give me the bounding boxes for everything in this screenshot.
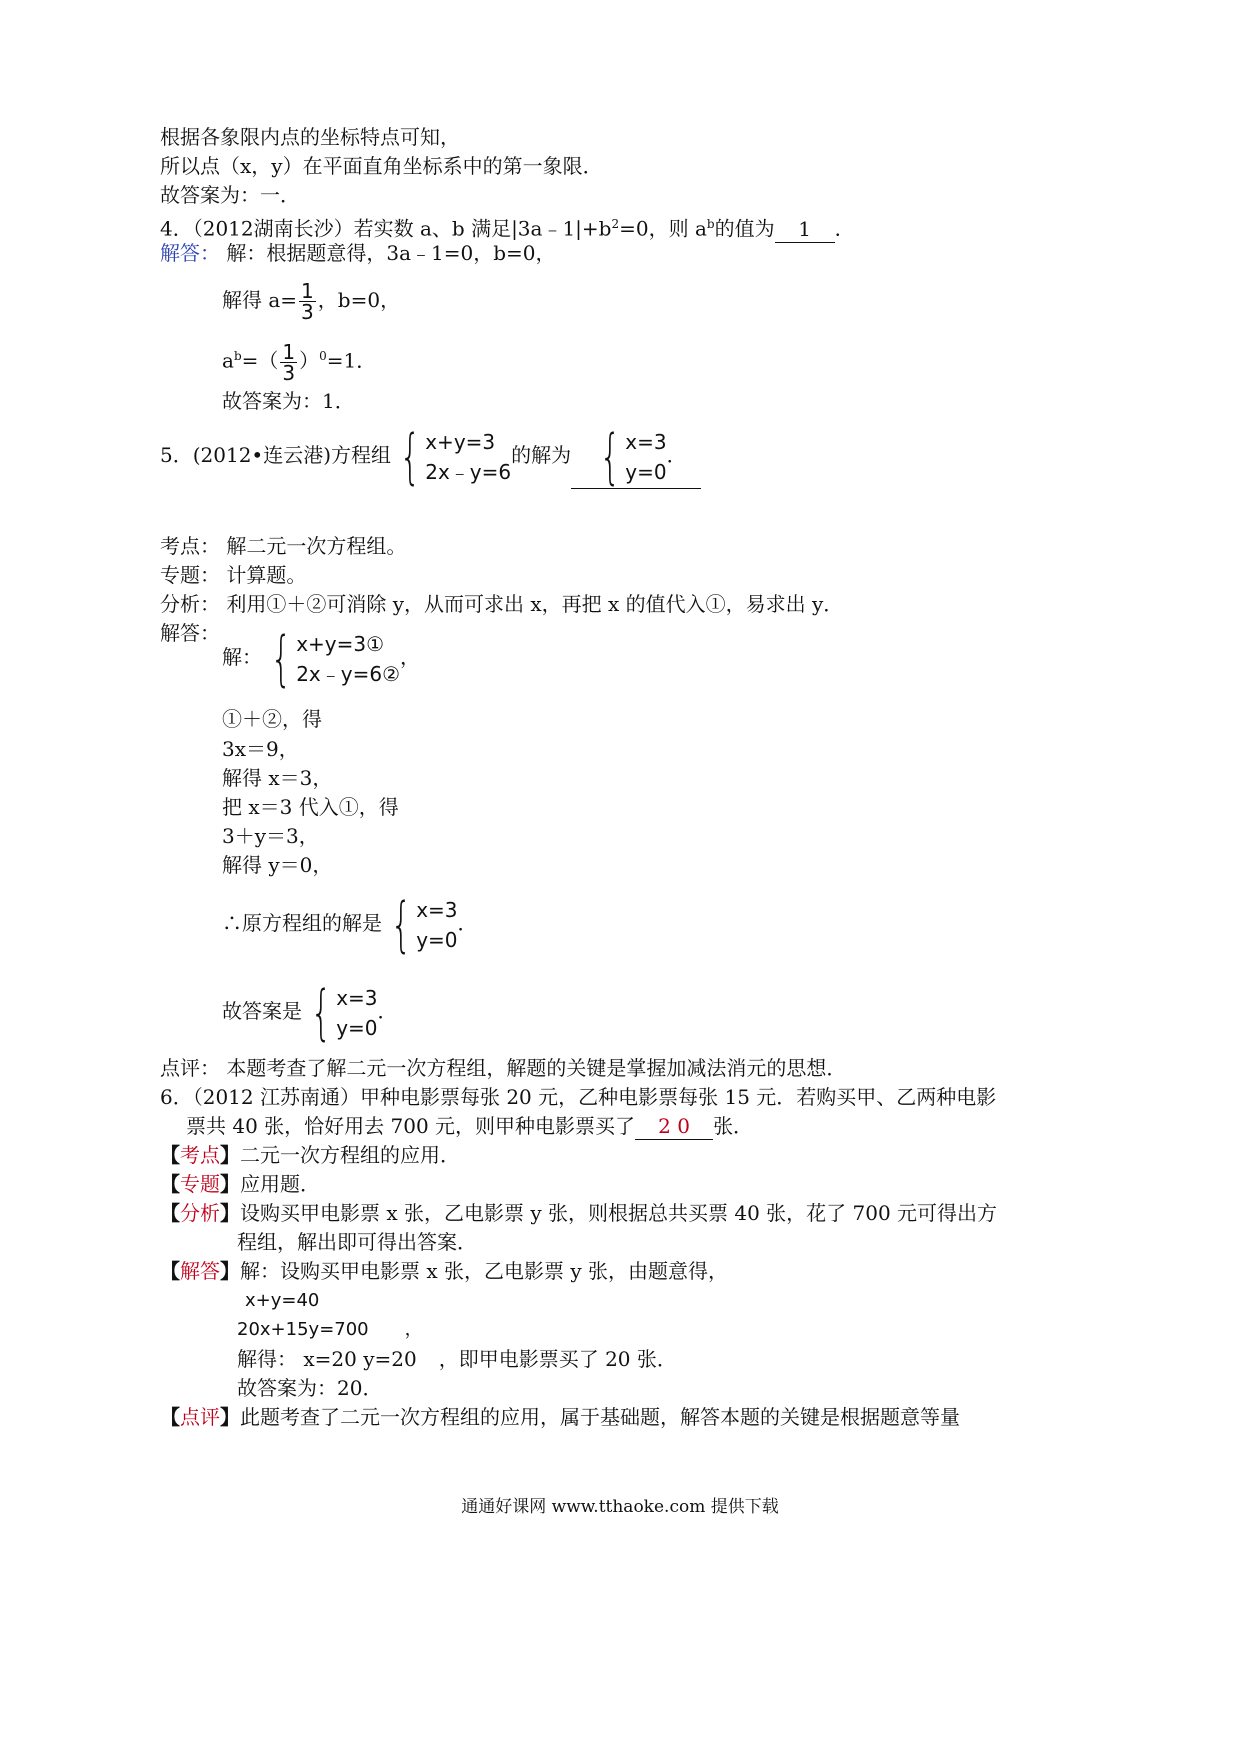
kaodian-line: 考点： 解二元一次方程组。 [160,534,407,558]
solution-label: 解答： [160,241,220,265]
solution-line: 故答案为：1． [222,389,355,413]
solution-line: 解得 x＝3， [222,766,333,790]
equation: x+y=40 [245,1290,320,1311]
solution-line: 3＋y＝3， [222,824,319,848]
solution-line: ①＋②，得 [222,707,322,731]
solution-line: ∴原方程组的解是 { x=3 y=0 ． [222,889,478,960]
solution-line: $a^b=$（ $\frac{1}{3}$ ）$^0$=1． [222,339,377,385]
dianping-line: 点评： 本题考查了解二元一次方程组，解题的关键是掌握加减法消元的思想． [160,1056,847,1080]
fenxi-line: 【分析】设购买甲电影票 x 张，乙电影票 y 张，则根据总共买票 40 张，花了 700 元可得出方 [160,1201,998,1225]
solution-line: 解得 y＝0， [222,853,333,877]
fenxi-line: 分析： 利用①＋②可消除 y，从而可求出 x，再把 x 的值代入①，易求出 y． [160,592,844,616]
dianping-line: 【点评】此题考查了二元一次方程组的应用，属于基础题，解答本题的关键是根据题意等量 [160,1405,960,1429]
zhuanti-line: 专题： 计算题。 [160,563,307,587]
solution-line: 3x＝9， [222,737,299,761]
solution-line: 解： { x+y=3① 2x﹣y=6② ， [222,623,420,694]
solution-line: 把 x＝3 代入①，得 [222,795,399,819]
solution-line: 故答案为：20． [237,1376,383,1400]
answer-blank: 2 0 [635,1113,713,1140]
jieda-line: 【解答】解：设购买甲电影票 x 张，乙电影票 y 张，由题意得， [160,1259,729,1283]
equation-system: { x+y=3① 2x﹣y=6② [270,623,400,694]
solution-line: 解得： x=20 y=20 ，即甲电影票买了 20 张． [237,1347,677,1371]
text-line: 故答案为：一． [160,183,300,207]
answer-blank: 1 [775,216,835,243]
fraction: $\frac{1}{3}$ [301,279,314,324]
solution-line: 解得 a= $\frac{1}{3}$ ，b=0， [222,279,401,324]
answer-blank: { x=3 y=0 ． [571,422,701,489]
question-6-line2: 票共 40 张，恰好用去 700 元，则甲种电影票买了 2 0 张． [186,1114,754,1138]
question-4: 4．（2012湖南长沙）若实数 a、b 满足$|3a﹣1|+b^2=0$，则 $a^b$的值为 1 ． [160,216,855,241]
zhuanti-line: 【专题】应用题． [160,1172,320,1196]
jieda-label: 解答： [160,621,220,645]
fraction: $\frac{1}{3}$ [282,339,296,385]
solution-line: 解答： 解：根据题意得，3a﹣1=0，b=0， [160,241,556,265]
equation: 20x+15y=700 ， [237,1319,423,1340]
question-6: 6．（2012 江苏南通）甲种电影票每张 20 元，乙种电影票每张 15 元．若购买甲、乙两种电影 [160,1085,997,1109]
fenxi-line-2: 程组，解出即可得出答案． [237,1230,477,1254]
equation-system: { x=3 y=0 [390,889,458,960]
equation-system: { x=3 y=0 [310,977,378,1048]
text-line: 根据各象限内点的坐标特点可知， [160,125,460,149]
question-5: 5．(2012•连云港)方程组 { x+y=3 2x﹣y=6 的解为 { x=3 y=0 ． [160,422,701,489]
text-line: 所以点（x，y）在平面直角坐标系中的第一象限． [160,154,603,178]
equation-system: { x+y=3 2x﹣y=6 [399,421,512,492]
solution-line: 故答案是 { x=3 y=0 ． [222,977,398,1048]
kaodian-line: 【考点】二元一次方程组的应用． [160,1143,460,1167]
page-footer: 通通好课网 www.tthaoke.com 提供下载 [461,1497,779,1517]
